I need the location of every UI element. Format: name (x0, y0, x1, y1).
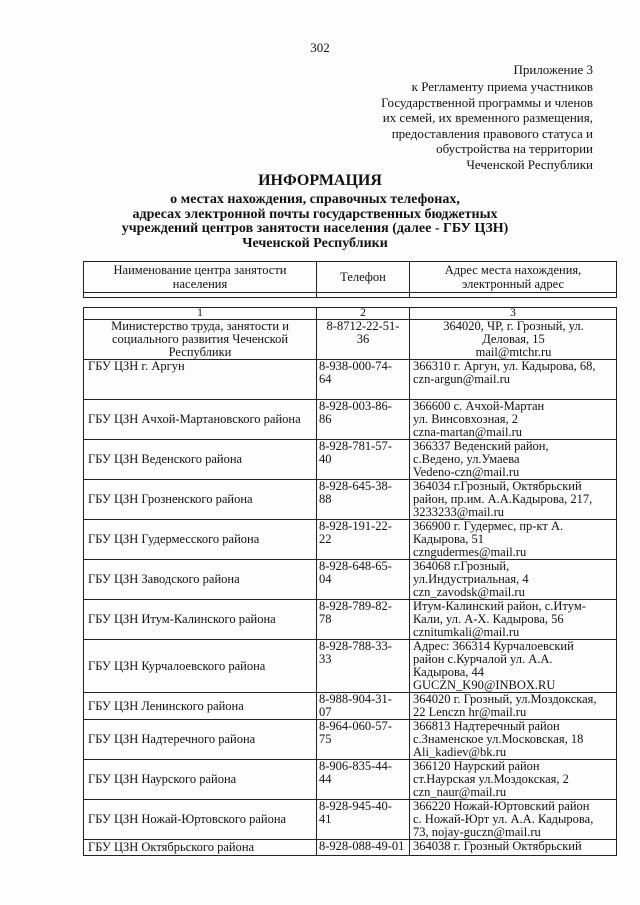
appendix-line: их семей, их временного размещения, (382, 110, 593, 125)
subtitle-line: о местах нахождения, справочных телефонах, (170, 192, 460, 207)
table-row (84, 600, 617, 640)
table-row (84, 640, 617, 693)
center-address: 366310 г. Аргун, ул. Кадырова, 68, czn-argun@mail.ru (410, 360, 617, 400)
center-name: ГБУ ЦЗН Ножай-Юртовского района (84, 800, 317, 840)
center-phone: 8-928-789-82- 78 (317, 600, 410, 640)
ministry-phone: 8-8712-22-51- 36 (317, 320, 410, 360)
page-number: 302 (310, 40, 330, 55)
header-spacer (410, 293, 617, 298)
appendix-line: предоставления правового статуса и (391, 125, 593, 141)
center-phone: 8-928-648-65- 04 (317, 560, 410, 600)
table-header (83, 261, 617, 298)
table-row (84, 560, 617, 600)
column-number-row (84, 308, 617, 320)
appendix-line: к Регламенту приема участников (411, 79, 593, 94)
subtitle-line: Чеченской Республики (242, 235, 388, 251)
column-number: 1 (84, 308, 317, 320)
center-address: 366337 Веденский район, с.Ведено, ул.Умаева Vedeno-czn@mail.ru (410, 440, 617, 480)
center-address: 366600 с. Ачхой-Мартан ул. Винсовхозная, 2 czna-martan@mail.ru (410, 400, 617, 440)
center-phone: 8-906-835-44- 44 (317, 760, 410, 800)
doc-title: ИНФОРМАЦИЯ (258, 172, 382, 189)
table-row (84, 800, 617, 840)
center-phone: 8-928-191-22- 22 (317, 520, 410, 560)
subtitle-line: учреждений центров занятости населения (далее - ГБУ ЦЗН) (121, 221, 509, 236)
center-name: ГБУ ЦЗН Грозненского района (84, 480, 317, 520)
appendix-line: обустройства на территории (436, 141, 593, 156)
table-row (84, 693, 617, 720)
table-row (84, 840, 617, 856)
table-row (84, 360, 617, 400)
center-phone: 8-928-781-57- 40 (317, 440, 410, 480)
center-name: ГБУ ЦЗН Веденского района (84, 440, 317, 480)
center-address: 366813 Надтеречный район с.Знаменское ул.Московская, 18 Ali_kadiev@bk.ru (410, 720, 617, 760)
appendix-line: Государственной программы и членов (381, 94, 593, 110)
appendix-text (293, 79, 593, 172)
center-phone: 8-964-060-57- 75 (317, 720, 410, 760)
header-spacer (317, 293, 410, 298)
ministry-name: Министерство труда, занятости и социального развития Чеченской Республики (84, 320, 317, 360)
center-name: ГБУ ЦЗН Курчалоевского района (84, 640, 317, 693)
header-spacer (84, 293, 317, 298)
table-row (84, 400, 617, 440)
center-name: ГБУ ЦЗН г. Аргун (84, 360, 317, 400)
column-number: 2 (317, 308, 410, 320)
center-name: ГБУ ЦЗН Надтеречного района (84, 720, 317, 760)
center-phone: 8-928-645-38- 88 (317, 480, 410, 520)
center-address: 366120 Наурский район ст.Наурская ул.Моздокская, 2 czn_naur@mail.ru (410, 760, 617, 800)
table-row (84, 720, 617, 760)
center-address: 366220 Ножай-Юртовский район с. Ножай-Юрт ул. А.А. Кадырова, 73, nojay-guczn@mail.ru (410, 800, 617, 840)
employment-centers-table (83, 307, 617, 856)
center-address: 364020 г. Грозный, ул.Моздокская, 22 Lenczn hr@mail.ru (410, 693, 617, 720)
header-cell-phone: Телефон (317, 262, 410, 293)
center-name: ГБУ ЦЗН Итум-Калинского района (84, 600, 317, 640)
center-name: ГБУ ЦЗН Ачхой-Мартановского района (84, 400, 317, 440)
center-phone: 8-928-788-33- 33 (317, 640, 410, 693)
header-cell-address: Адрес места нахождения, электронный адрес (410, 262, 617, 293)
center-address: Итум-Калинский район, с.Итум- Кали, ул. А-Х. Кадырова, 56 cznitumkali@mail.ru (410, 600, 617, 640)
center-phone: 8-938-000-74- 64 (317, 360, 410, 400)
subtitle-line: адресах электронной почты государственных бюджетных (132, 206, 498, 222)
column-number: 3 (410, 308, 617, 320)
center-address: 364034 г.Грозный, Октябрьский район, пр.им. А.А.Кадырова, 217, 3233233@mail.ru (410, 480, 617, 520)
center-name: ГБУ ЦЗН Октябрьского района (84, 840, 317, 856)
center-address: 364068 г.Грозный, ул.Индустриальная, 4 czn_zavodsk@mail.ru (410, 560, 617, 600)
center-phone: 8-988-904-31- 07 (317, 693, 410, 720)
table-row (84, 480, 617, 520)
center-phone: 8-928-003-86- 86 (317, 400, 410, 440)
table-row (84, 520, 617, 560)
appendix-title: Приложение 3 (513, 62, 593, 77)
header-cell-name: Наименование центра занятости населения (84, 262, 317, 293)
table-row (84, 440, 617, 480)
center-name: ГБУ ЦЗН Заводского района (84, 560, 317, 600)
center-address: Адрес: 366314 Курчалоевский район с.Курчалой ул. А.А. Кадырова, 44 GUCZN_K90@INBOX.RU (410, 640, 617, 693)
center-phone: 8-928-088-49-01 (317, 840, 410, 856)
center-name: ГБУ ЦЗН Наурского района (84, 760, 317, 800)
doc-subtitle (80, 193, 550, 251)
center-phone: 8-928-945-40- 41 (317, 800, 410, 840)
ministry-row (84, 320, 617, 360)
center-name: ГБУ ЦЗН Ленинского района (84, 693, 317, 720)
ministry-address: 364020, ЧР, г. Грозный, ул. Деловая, 15 mail@mtchr.ru (410, 320, 617, 360)
appendix-line: Чеченской Республики (466, 156, 593, 172)
center-address: 366900 г. Гудермес, пр-кт А. Кадырова, 51 czngudermes@mail.ru (410, 520, 617, 560)
center-address: 364038 г. Грозный Октябрьский (410, 840, 617, 856)
center-name: ГБУ ЦЗН Гудермесского района (84, 520, 317, 560)
table-row (84, 760, 617, 800)
